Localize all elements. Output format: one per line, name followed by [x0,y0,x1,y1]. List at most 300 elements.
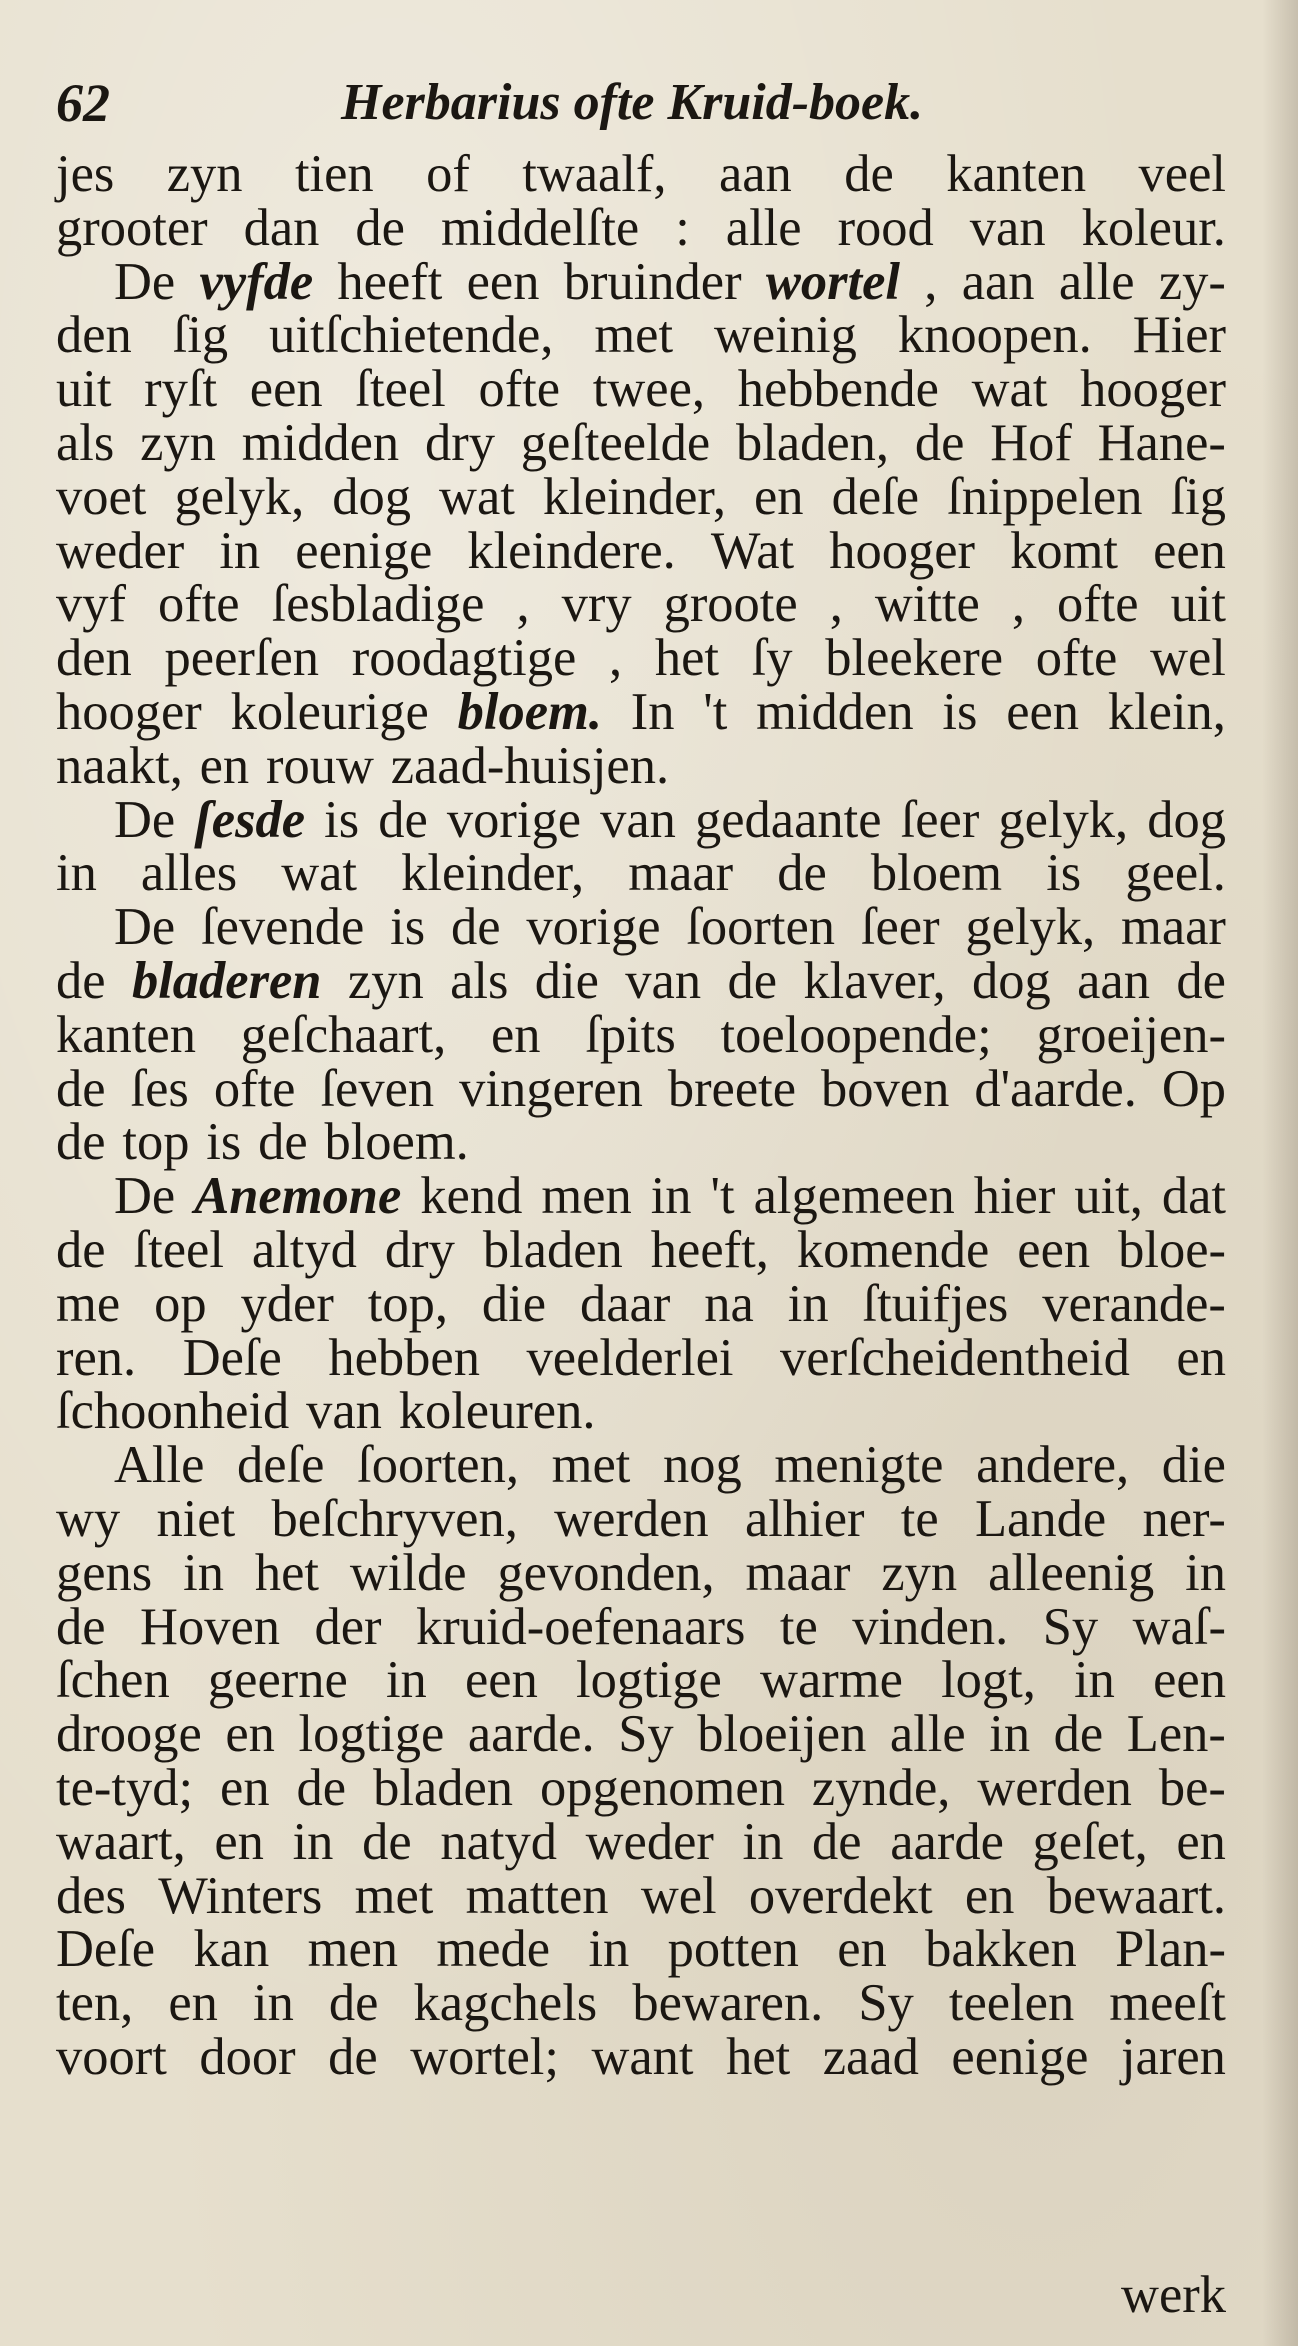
word: witte [874,575,980,634]
emphasized-word: bloem. [457,682,602,741]
emphasized-word: vyfde [199,252,314,311]
word: beſchryven, [271,1489,518,1548]
word: altyd [251,1220,357,1279]
word: Lande [974,1489,1107,1548]
word: Hof [990,413,1072,472]
word: heeft, [650,1220,769,1279]
word: in [183,1543,224,1602]
word: de [56,1597,106,1656]
word: ſes [130,1059,189,1118]
word: het [654,629,719,688]
word: ſnippelen [947,467,1143,526]
word: , [1011,575,1025,634]
word: des [56,1866,126,1925]
word: middelſte [440,198,640,257]
word: in [252,1974,294,2033]
word: die [1161,1436,1226,1495]
word: zaad-huisjen. [390,736,670,795]
word: ſtuifjes [862,1274,1009,1333]
word: midden [241,413,400,472]
word: Hoven [140,1597,280,1656]
word: en [837,1920,887,1979]
word: Plan- [1115,1920,1226,1979]
text-line [56,1758,1226,1817]
page-header [56,68,1226,138]
word: bloem [870,844,1003,903]
word: den [56,629,132,688]
word: be- [1158,1758,1226,1817]
word: boven [821,1059,950,1118]
word: vorige [446,790,582,849]
word: ſy [751,629,793,688]
word: eenige [951,2027,1089,2086]
word: in [1185,1543,1226,1602]
text-line [56,1489,1226,1548]
word: een [1153,521,1226,580]
word: algemeen [753,1167,955,1226]
word: bloem. [324,1113,469,1172]
word: eenige [295,521,433,580]
text-line [56,252,1226,311]
word: opgenomen [540,1758,785,1817]
text-line [56,1543,1226,1602]
word: potten [667,1920,799,1979]
word: groote [663,575,798,634]
word: de [378,790,428,849]
word: komende [796,1220,990,1279]
word: ſteel [355,360,446,419]
word: geerne [207,1651,348,1710]
word: de [450,898,501,957]
word: bladen, [735,413,890,472]
word: en [168,1974,218,2033]
word: waſ- [1132,1597,1226,1656]
word: knoopen. [897,306,1092,365]
text-line [56,951,1226,1010]
word: in [56,844,97,903]
word: hooger [56,682,202,741]
word: bladen [482,1220,623,1279]
word: en [964,1866,1015,1925]
word: de [56,951,106,1010]
word: In [630,682,675,741]
word: men [541,1167,632,1226]
word: maar [745,1543,851,1602]
word: of [426,145,470,203]
word: de [1176,951,1226,1010]
word: Sy [1042,1597,1099,1656]
word: de [812,1812,862,1871]
word: Deſe [182,1328,282,1387]
emphasized-word: ſesde [194,790,306,849]
word: breete [667,1059,797,1118]
word: dat [1161,1167,1226,1226]
word: de [296,1758,347,1817]
word: gevonden, [497,1543,715,1602]
word: het [254,1543,319,1602]
word: geel. [1125,844,1226,903]
word: De [114,790,176,849]
word: kleindere. [467,521,676,580]
word: gelyk, [174,467,305,526]
word: logt, [941,1651,1036,1710]
word: vyf [56,575,126,634]
word: Len- [1126,1705,1226,1764]
word: in [742,1812,784,1871]
word: Hane- [1097,413,1226,472]
word: in [787,1274,829,1333]
word: werden [554,1489,709,1548]
word: ſig [172,306,229,365]
word: de [56,1113,106,1172]
word: andere, [976,1436,1130,1495]
word: alle [1058,252,1135,311]
word: waart, [56,1812,186,1871]
word: verſcheidentheid [780,1328,1130,1387]
word: ſchoonheid [56,1382,290,1441]
word: kleinder, [542,467,726,526]
word: maar [628,844,734,903]
word: vorige [526,898,661,957]
word: teelen [948,1974,1075,2033]
text-line [56,575,1226,634]
word: in [219,521,261,580]
word: de [56,1059,106,1118]
word: kan [193,1920,270,1979]
word: deſe [237,1436,325,1495]
word: uitſchietende, [269,306,554,365]
word: van [625,951,702,1010]
word: aarde. [467,1705,595,1764]
word: in [650,1167,692,1226]
word: dog [332,467,411,526]
word: deſe [831,467,920,526]
word: gelyk, [998,790,1129,849]
word: te [900,1489,939,1548]
word: van [600,790,676,849]
word: wortel; [410,2027,559,2086]
word: en [1176,1812,1226,1871]
word: rood [837,198,934,257]
text-line [56,1436,1226,1495]
word: daar [579,1274,671,1333]
word: alle [889,1705,966,1764]
word: ſpits [585,1005,676,1064]
word: ofte [1035,629,1118,688]
word: de [328,1974,379,2033]
text-line [56,1920,1226,1979]
word: grooter [56,198,208,257]
word: ner- [1142,1489,1226,1548]
word: 't [703,682,728,741]
word: ſesbladige [271,575,485,634]
word: twee, [592,360,706,419]
word: top [122,1113,190,1172]
word: die [534,951,599,1010]
word: ofte [213,1059,296,1118]
word: klein, [1107,682,1226,741]
word: 't [710,1167,735,1226]
word: een [465,1651,538,1710]
word: bakken [925,1920,1077,1979]
word: uit [1170,575,1226,634]
word: mede [436,1920,551,1979]
text-line [56,413,1226,472]
word: en [220,1758,270,1817]
word: bleekere [825,629,1004,688]
word: wel [1150,629,1226,688]
word: Sy [858,1974,914,2033]
word: Deſe [56,1920,156,1979]
word: een [1153,1651,1226,1710]
word: is [324,790,360,849]
word: men [307,1920,399,1979]
word: verande- [1042,1274,1226,1333]
text-line [56,790,1226,849]
text-line [56,1113,1226,1172]
text-line [56,1705,1226,1764]
word: aan [961,252,1035,311]
word: een [1017,1220,1091,1279]
text-line [56,2027,1226,2086]
word: is [942,682,978,741]
word: ofte [157,575,240,634]
word: met [551,1436,631,1495]
word: maar [1120,898,1226,957]
word: bloe- [1118,1220,1226,1279]
word: koleur. [1081,198,1226,257]
word: te-tyd; [56,1758,194,1817]
word: wel [640,1866,717,1925]
word: geſchaart, [240,1005,447,1064]
word: de [328,2027,378,2086]
word: meeſt [1109,1974,1226,2033]
word: ren. [56,1328,137,1387]
word: logtige [576,1651,722,1710]
text-line [56,629,1226,688]
word: dry [384,1220,455,1279]
word: natyd [440,1812,557,1871]
word: ſchen [56,1651,170,1710]
word: matten [465,1866,609,1925]
word: de [355,198,405,257]
word: de [258,1113,308,1172]
word: kagchels [413,1974,598,2033]
word: alleenig [988,1543,1155,1602]
word: de [1053,1705,1104,1764]
word: in [1074,1651,1115,1710]
word: ſeer [860,898,940,957]
word: weder [56,521,185,580]
word: d'aarde. [974,1059,1137,1118]
word: door [199,2027,296,2086]
word: gens [56,1543,153,1602]
text-line [56,145,1226,203]
text-line [56,1274,1226,1333]
text-line [56,521,1226,580]
word: kleinder, [401,844,585,903]
word: zyn [166,145,243,203]
word: in [292,1812,334,1871]
body-text [56,145,1226,2086]
word: der [314,1597,382,1656]
word: Hier [1132,306,1226,365]
word: klaver, [803,951,946,1010]
word: me [56,1274,121,1333]
word: ſig [1170,467,1226,526]
word: de [844,145,894,203]
word: jaren [1120,2027,1226,2086]
word: hooger [1080,360,1226,419]
word: Alle [114,1436,205,1495]
word: wy [56,1489,121,1548]
text-line [56,736,1226,795]
text-line [56,467,1226,526]
word: alles [140,844,238,903]
word: is [390,898,426,957]
word: ryſt [144,360,218,419]
word: overdekt [748,1866,933,1925]
word: nog [662,1436,742,1495]
text-line [56,1059,1226,1118]
word: zyn [347,951,424,1010]
page-number: 62 [56,73,110,133]
word: werden [977,1758,1132,1817]
word: tien [294,145,374,203]
word: zynde, [811,1758,951,1817]
word: met [594,306,674,365]
catchword: werk [1121,2266,1226,2324]
word: hier [973,1167,1056,1226]
word: en [199,736,250,795]
word: te [779,1597,818,1656]
word: ofte [478,360,561,419]
word: van [306,1382,382,1441]
word: is [206,1113,242,1172]
text-line [56,1220,1226,1279]
word: de [56,1220,106,1279]
word: heeft [337,252,443,311]
word: kanten [56,1005,196,1064]
word: een [466,252,540,311]
word: ſoorten [686,898,836,957]
word: hooger [829,521,975,580]
word: komt [1010,521,1118,580]
word: en [490,1005,541,1064]
word: , [516,575,530,634]
text-line [56,1812,1226,1871]
word: hebbende [737,360,939,419]
word: uit, [1074,1167,1143,1226]
word: en [1176,1328,1226,1387]
word: het [726,2027,791,2086]
text-line [56,360,1226,419]
word: is [1046,844,1082,903]
emphasized-word: bladeren [131,951,322,1010]
word: toeloopende; [720,1005,992,1064]
word: Sy [618,1705,674,1764]
word: jes [56,145,115,203]
word: aarde [890,1812,1004,1871]
word: roodagtige [351,629,577,688]
word: een [249,360,323,419]
word: ſteel [133,1220,224,1279]
text-line [56,198,1226,257]
word: de [362,1812,412,1871]
word: : [675,198,690,257]
word: veel [1138,145,1226,203]
word: zyn [140,413,216,472]
word: dry [424,413,495,472]
word: een [1006,682,1080,741]
word: weinig [714,306,857,365]
word: naakt, [56,736,183,795]
word: alhier [744,1489,865,1548]
word: ſevende [201,898,365,957]
word: zy- [1158,252,1226,311]
word: koleuren. [398,1382,596,1441]
text-line [56,1974,1226,2033]
word: wilde [349,1543,467,1602]
word: kend [420,1167,523,1226]
word: wat [439,467,515,526]
word: Wat [710,521,795,580]
text-line [56,1866,1226,1925]
word: kanten [946,145,1087,203]
word: uit [56,360,112,419]
word: bloeijen [697,1705,867,1764]
word: twaalf, [522,145,667,203]
word: De [114,1167,176,1226]
word: in [588,1920,630,1979]
text-line [56,1382,1226,1441]
running-head: Herbarius ofte Kruid-boek. [341,74,924,131]
word: voort [56,2027,167,2086]
text-line [56,682,1226,741]
word: weder [585,1812,714,1871]
text-line [56,1005,1226,1064]
word: aan [1077,951,1150,1010]
word: veelderlei [526,1328,734,1387]
text-line [56,1651,1226,1710]
word: de [914,413,965,472]
word: vingeren [459,1059,643,1118]
word: gedaante [695,790,882,849]
word: in [989,1705,1031,1764]
text-line [56,898,1226,957]
word: in [385,1651,427,1710]
word: ofte [1056,575,1139,634]
word: den [56,306,132,365]
text-line [56,306,1226,365]
word: vinden. [852,1597,1009,1656]
word: en [225,1705,275,1764]
word: wat [971,360,1048,419]
word: ſeer [900,790,980,849]
word: De [114,898,176,957]
word: rouw [265,736,374,795]
word: ten, [56,1974,134,2033]
word: de [727,951,778,1010]
word: alle [725,198,802,257]
text-line [56,844,1226,903]
word: voet [56,467,147,526]
word: menigte [774,1436,944,1495]
word: bruinder [563,252,742,311]
word: niet [156,1489,236,1548]
word: en [754,467,804,526]
word: op [154,1274,207,1333]
